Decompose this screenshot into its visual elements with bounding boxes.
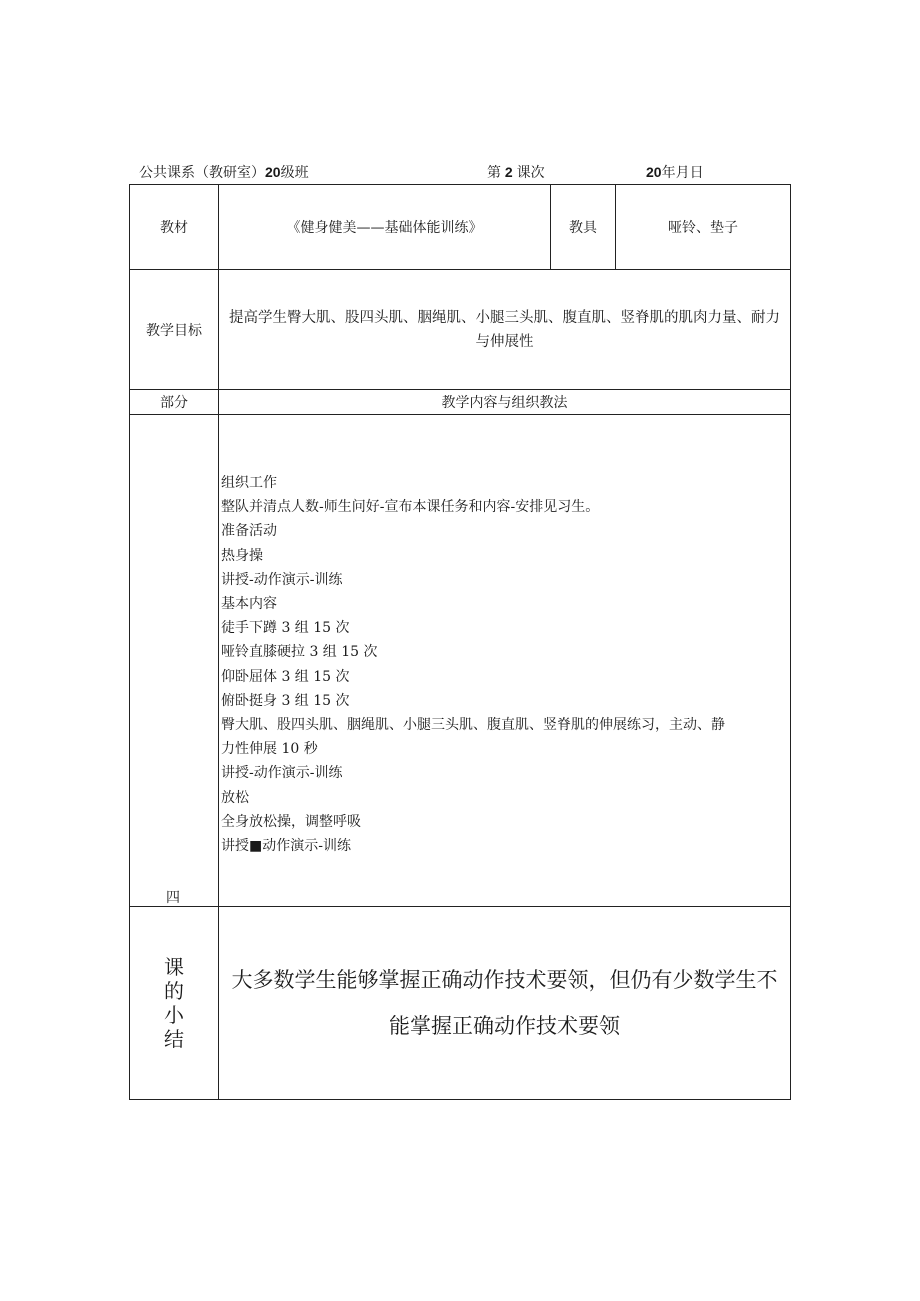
textbook-value: 《健身健美——基础体能训练》 (286, 220, 483, 236)
summary-label-char: 的 (164, 979, 184, 1003)
content-line: 讲授-动作演示-训练 (221, 765, 343, 782)
summary-label-char: 小 (164, 1003, 184, 1027)
content-line: 俯卧挺身 3 组 15 次 (221, 692, 350, 709)
content-line: 组织工作 (221, 475, 277, 491)
goal-value-cell (219, 270, 790, 390)
equipment-label-cell (551, 185, 616, 270)
content-line: 基本内容 (221, 596, 277, 613)
content-header-cell (219, 390, 790, 415)
equipment-value: 哑铃、垫子 (668, 220, 738, 236)
part-header: 部分 (160, 395, 188, 411)
department-label: 公共课系（教研室）20级班 (139, 164, 309, 181)
content-line: 仰卧屈体 3 组 15 次 (221, 668, 350, 685)
document-header (0, 162, 920, 184)
content-line: 整队并清点人数-师生问好-宣布本课任务和内容-安排见习生。 (221, 499, 600, 516)
textbook-label: 教材 (160, 220, 188, 236)
equipment-value-cell (616, 185, 790, 270)
summary-label-char: 结 (164, 1027, 184, 1051)
goal-label: 教学目标 (146, 322, 202, 339)
content-line: 全身放松操，调整呼吸 (221, 813, 361, 830)
equipment-label: 教具 (569, 220, 597, 236)
part-header-cell (130, 390, 219, 415)
content-line: 臀大肌、股四头肌、胭绳肌、小腿三头肌、腹直肌、竖脊肌的伸展练习，主动、静 (221, 717, 725, 734)
summary-label-cell (130, 907, 219, 1099)
summary-value: 大多数学生能够掌握正确动作技术要领，但仍有少数学生不能掌握正确动作技术要领 (231, 968, 778, 1038)
lesson-plan-table (129, 184, 791, 1100)
textbook-label-cell (130, 185, 219, 270)
part-cell (130, 415, 219, 907)
lesson-date: 20年月日 (646, 164, 704, 181)
goal-value: 提高学生臀大肌、股四头肌、胭绳肌、小腿三头肌、腹直肌、竖脊肌的肌肉力量、耐力与伸展性 (229, 309, 780, 350)
summary-label-char: 课 (164, 955, 184, 979)
content-line: 哑铃直膝硬拉 3 组 15 次 (221, 644, 378, 661)
content-line: 讲授■动作演示-训练 (221, 838, 351, 855)
content-line: 准备活动 (221, 523, 277, 540)
content-header: 教学内容与组织教法 (441, 395, 568, 411)
content-list (221, 471, 782, 858)
textbook-value-cell (219, 185, 551, 270)
content-line: 讲授-动作演示-训练 (221, 571, 343, 588)
goal-label-cell (130, 270, 219, 390)
content-line: 热身操 (221, 547, 263, 564)
section-marker: 四 (166, 890, 180, 906)
lesson-number: 第 2 课次 (487, 164, 545, 181)
content-line: 放松 (221, 789, 249, 806)
summary-value-cell (219, 907, 790, 1099)
content-line: 力性伸展 10 秒 (221, 741, 318, 758)
content-cell (219, 415, 790, 907)
content-line: 徒手下蹲 3 组 15 次 (221, 620, 350, 637)
